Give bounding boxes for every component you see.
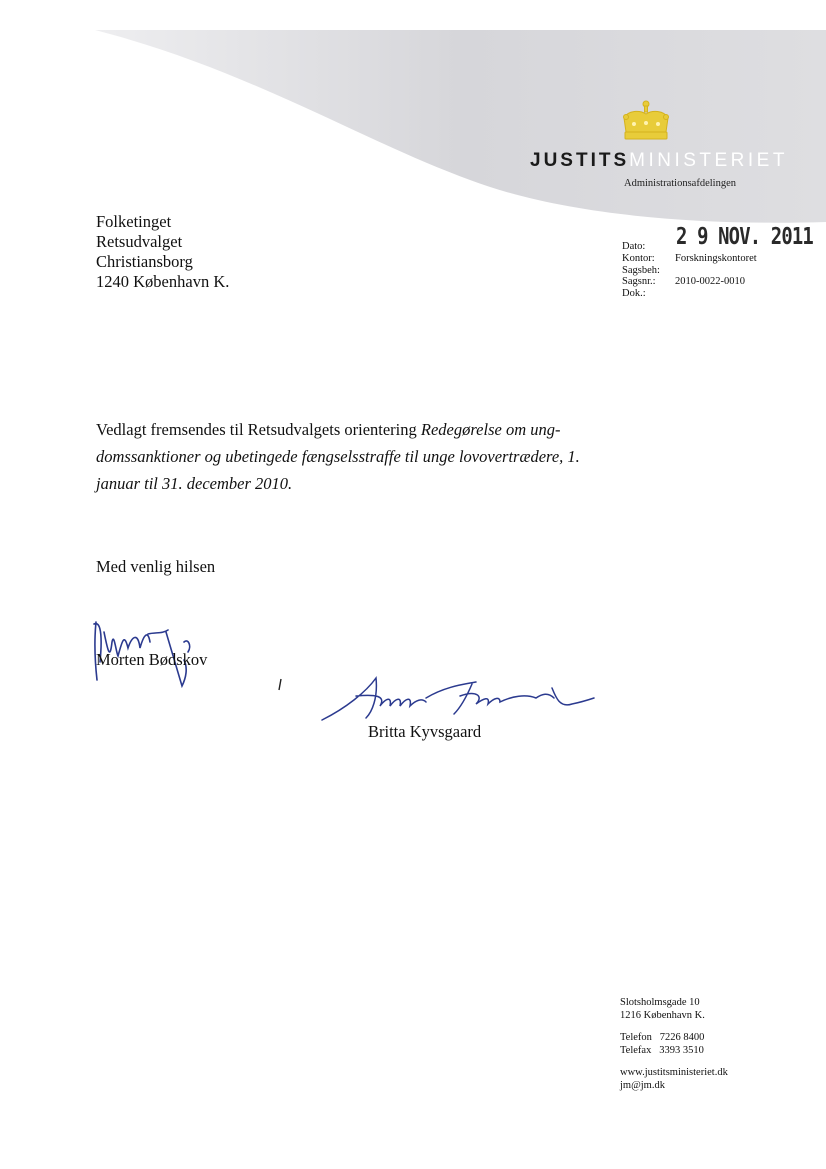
footer-street: Slotsholmsgade 10 — [620, 997, 700, 1008]
recipient-line: Christiansborg — [96, 252, 193, 271]
pen-mark — [276, 678, 284, 692]
office-value: Forskningskontoret — [675, 252, 757, 264]
footer-email-link[interactable]: jm@jm.dk — [620, 1079, 665, 1091]
body-intro: Vedlagt fremsendes til Retsudvalgets orientering — [96, 420, 421, 439]
recipient-address — [96, 212, 229, 292]
letterhead-wave — [0, 0, 826, 230]
signature-britta-kyvsgaard — [316, 668, 596, 728]
logo-light-part: MINISTERIET — [629, 150, 788, 171]
office-label: Kontor: — [622, 252, 655, 264]
recipient-line: 1240 København K. — [96, 272, 230, 291]
logo-bold-part: JUSTITS — [530, 150, 630, 171]
signatory-name-first: Morten Bødskov — [96, 650, 208, 669]
body-paragraph — [96, 416, 616, 497]
case-number-label: Sagsnr.: — [622, 276, 656, 288]
date-stamp: 2 9 NOV. 2011 — [676, 224, 813, 250]
footer-website-link[interactable]: www.justitsministeriet.dk — [620, 1067, 728, 1078]
recipient-line: Retsudvalget — [96, 232, 183, 251]
document-label: Dok.: — [622, 288, 646, 300]
case-handler-label: Sagsbeh: — [622, 264, 660, 276]
department-name: Administrationsafdelingen — [624, 178, 736, 189]
date-label: Dato: — [622, 241, 646, 252]
footer-city: 1216 København K. — [620, 1009, 705, 1021]
footer-contact — [620, 997, 728, 1092]
case-number-value: 2010-0022-0010 — [675, 276, 745, 288]
footer-phone: Telefon 7226 8400 — [620, 1032, 705, 1043]
closing-phrase: Med venlig hilsen — [96, 557, 216, 576]
report-title: Redegørelse om ung-domssanktioner og ubetingede fængselsstraffe til unge lovovertrædere, 1. januar til 31. december 2010. — [96, 420, 580, 493]
recipient-line: Folketinget — [96, 212, 172, 231]
ministry-logotype — [530, 150, 788, 172]
crown-icon — [618, 98, 674, 146]
signatory-name-second: Britta Kyvsgaard — [368, 722, 482, 741]
footer-fax: Telefax 3393 3510 — [620, 1044, 704, 1056]
